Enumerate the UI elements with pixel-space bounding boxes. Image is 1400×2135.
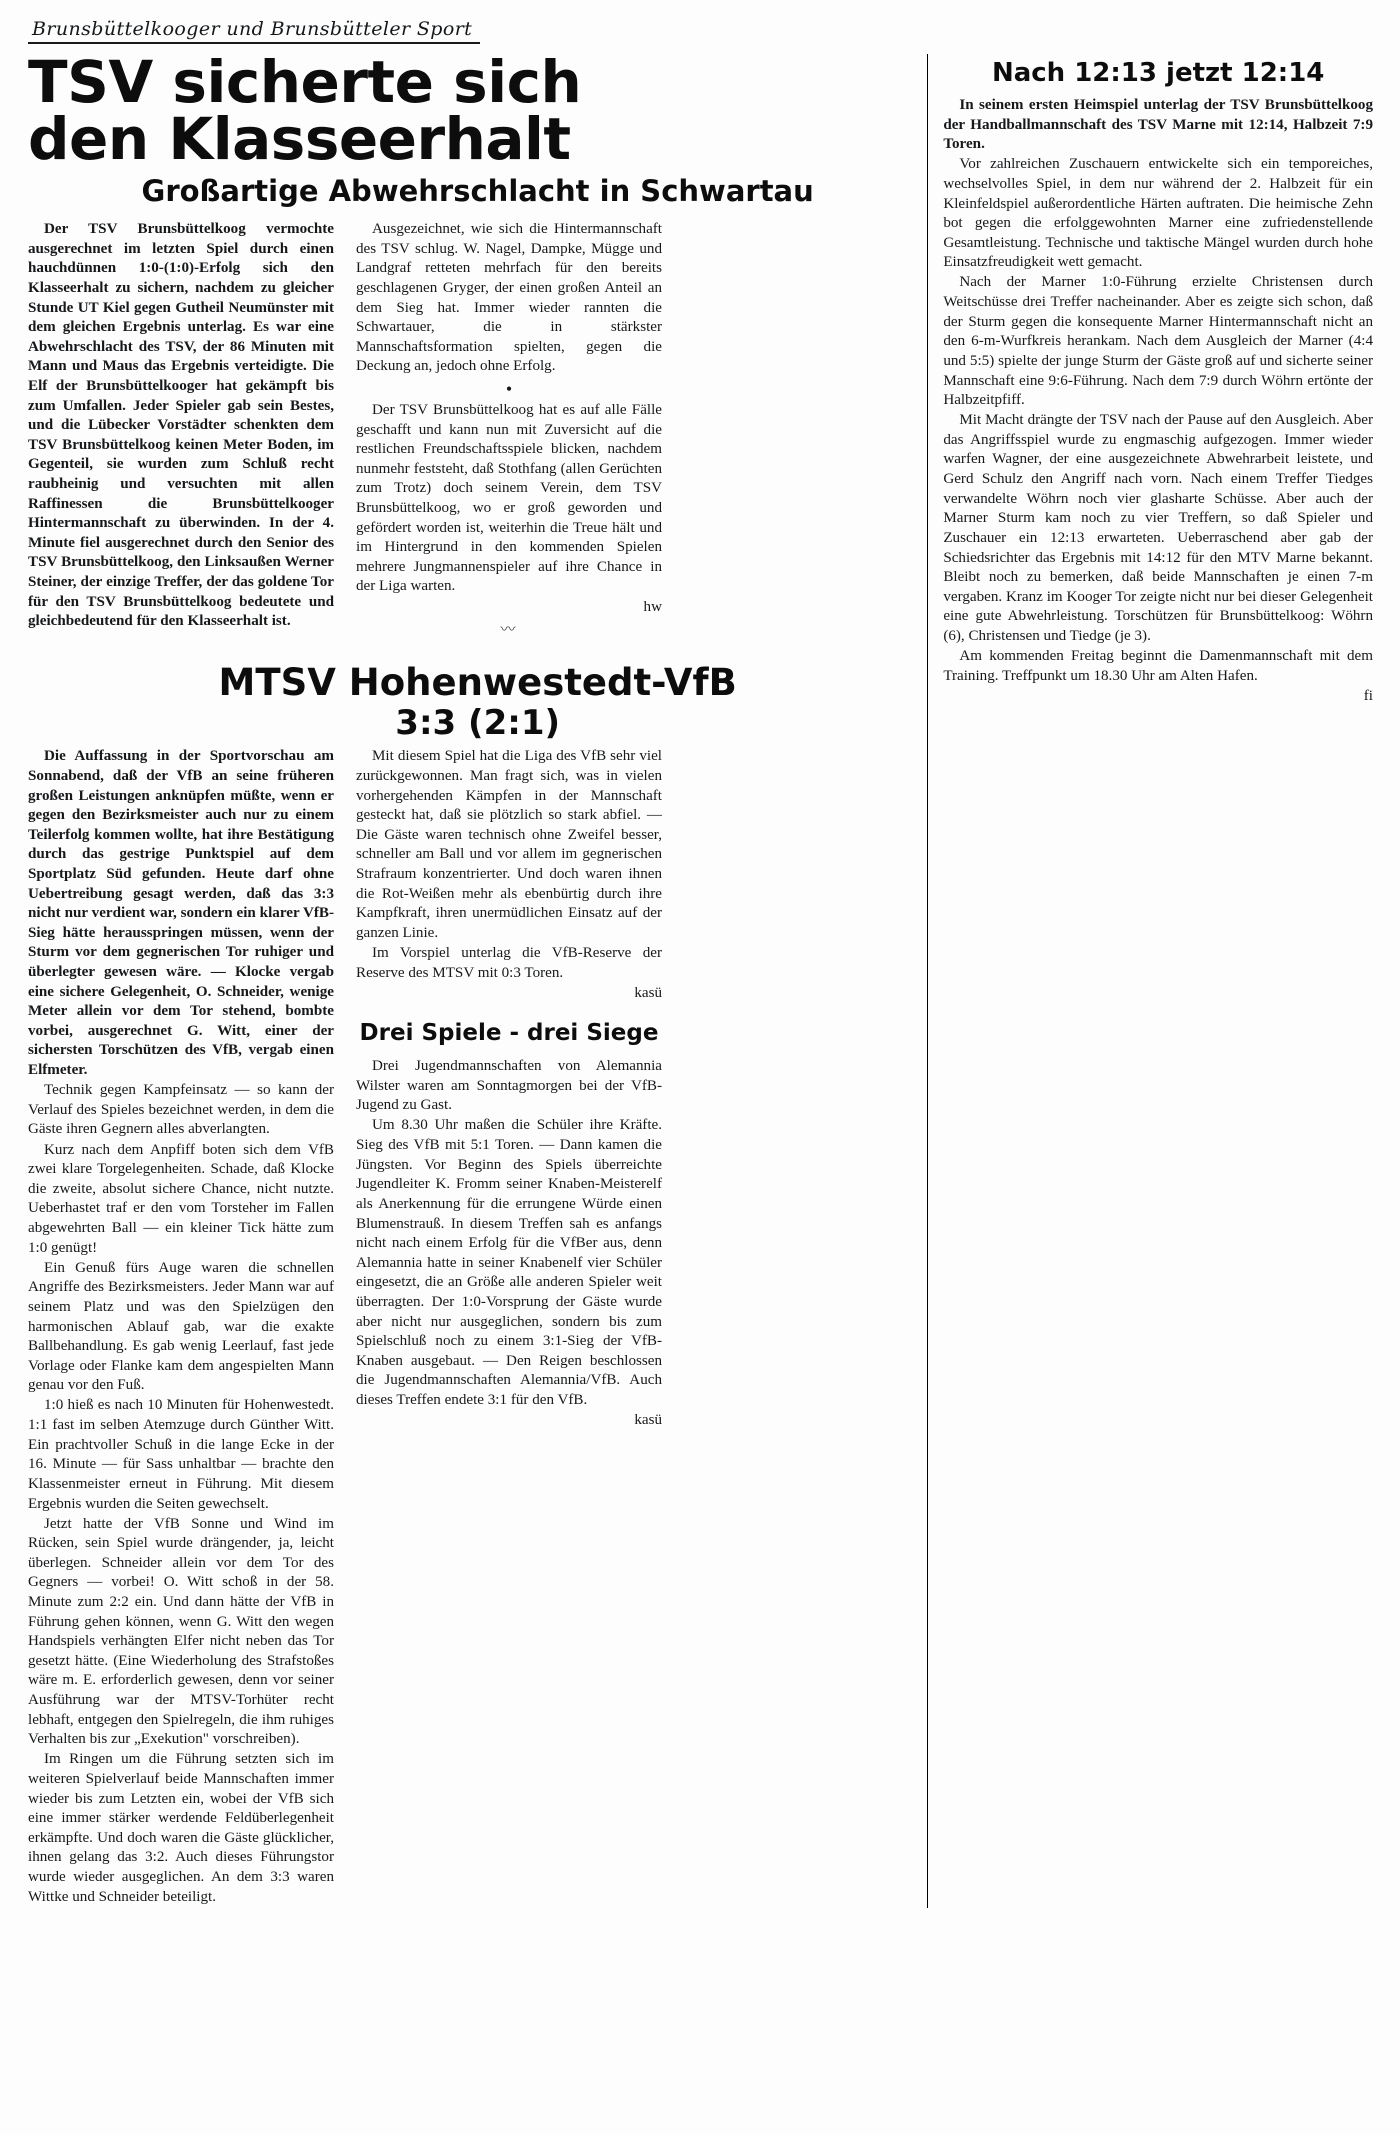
paragraph: Im Vorspiel unterlag die VfB-Reserve der Reserve des MTSV mit 0:3 Toren. [356,944,662,981]
main-headline-line2: den Klasseerhalt [28,104,571,173]
article-separator: 〰 [500,622,518,639]
main-article-col1 [28,220,334,645]
right-column [943,54,1373,1908]
handball-headline: Nach 12:13 jetzt 12:14 [991,58,1325,88]
column-divider [927,54,928,1908]
paragraph: Technik gegen Kampfeinsatz — so kann der Verlauf des Spieles bezeichnet werden, in dem die Gäste ihren Gegnern alles abverlangten. [28,1082,334,1138]
mtsv-headline-text: MTSV Hohenwestedt-VfB [218,660,737,704]
paragraph: Nach der Marner 1:0-Führung erzielte Christensen durch Weitschüsse drei Treffer nacheinander. Aber es zeigte sich schon, daß der Sturm gegen die konsequente Marner Hintermannschaft nicht an den 6-m-Wurfkreis herankam. Nach dem Ausgleich der Marner (4:4 und 5:5) spielte der junge Sturm der Gäste groß auf und sicherte seiner Mannschaft eine 9:6-Führung. Nach dem 7:9 durch Wöhrn ertönte der Halbzeitpfiff. [943,274,1373,409]
main-article-col2 [356,220,662,645]
paragraph: Der TSV Brunsbüttelkoog hat es auf alle Fälle geschafft und kann nun mit Zuversicht auf die restlichen Freundschaftsspiele blicken, nachdem nunmehr feststeht, daß Stothfang (allen Gerüchten zum Trotz) doch seinem Verein, dem TSV Brunsbüttelkoog, wo er groß geworden und gefördert worden ist, weiterhin die Treue hält und im Hintergrund in den kommenden Spielen mehrere Jungmannenspieler auf ihre Chance in der Liga warten. [356,401,662,595]
handball-article-body [943,96,1373,706]
paragraph: Ausgezeichnet, wie sich die Hintermannschaft des TSV schlug. W. Nagel, Dampke, Mügge und Landgraf retteten mehrfach für den bereits geschlagenen Gryger, der einen großen Anteil an dem Sieg hat. Immer wieder rannten die Schwartauer, die in stärkster Mannschaftsformation spielten, gegen die Deckung an, jedoch ohne Erfolg. [356,221,662,375]
paragraph: Jetzt hatte der VfB Sonne und Wind im Rücken, sein Spiel wurde drängender, ja, leicht überlegen. Schneider allein vor dem Tor des Gegners — vorbei! O. Witt schoß in der 58. Minute zum 2:2 ein. Und dann hätte der VfB in Führung gehen können, wenn G. Witt den wegen Handspiels verhängten Elfer nicht neben das Tor gesetzt hätte. (Eine Wiederholung des Strafstoßes wäre m. E. erforderlich gewesen, denn vor seiner Ausführung war der MTSV-Torhüter recht lebhaft, entgegen den Spielregeln, die ihm ruhiges Verhalten bis zur „Exekution" vorschreiben). [28,1515,334,1748]
jugend-article-signature: kasü [634,1412,662,1429]
paragraph: Ein Genuß fürs Auge waren die schnellen Angriffe des Bezirksmeisters. Jeder Mann war auf seinem Platz und was den Spielzügen den harmonischen Ablauf gab, war die exakte Ballbehandlung. Es gab wenig Leerlauf, fast jede Vorlage oder Flanke kam dem angespielten Mann genau vor den Fuß. [28,1259,334,1394]
mtsv-article-columns [28,747,927,1907]
paragraph: Der TSV Brunsbüttelkoog vermochte ausgerechnet im letzten Spiel durch einen hauchdünnen 1:0-(1:0)-Erfolg sich den Klasseerhalt zu sichern, nachdem zu gleicher Stunde UT Kiel gegen Gutheil Neumünster mit dem gleichen Ergebnis unterlag. Es war eine Abwehrschlacht des TSV, der 86 Minuten mit Mann und Maus das Ergebnis verteidigte. Die Elf der Brunsbüttelkooger hat gekämpft bis zum Umfallen. Jeder Spieler gab sein Bestes, und die Lübecker Vorstädter schenkten dem TSV Brunsbüttelkoog keinen Meter Boden, im Gegenteil, sie wurden zum Schluß recht raubheinig und versuchten mit allen Raffinessen die Brunsbüttelkooger Hintermannschaft zu überwinden. In der 4. Minute fiel ausgerechnet durch den Senior des TSV Brunsbüttelkoog, den Linksaußen Werner Steiner, der einzige Treffer, der das goldene Tor für den TSV Brunsbüttelkoog bedeutete und gleichbedeutend für den Klasseerhalt ist. [28,221,334,630]
main-headline-line1: TSV sicherte sich [28,48,582,116]
left-block [28,48,927,1908]
paragraph-separator-dot: • [505,378,513,399]
mtsv-score: 3:3 (2:1) [395,702,561,743]
masthead-title: Brunsbüttelkooger und Brunsbütteler Sport [32,18,473,40]
mtsv-article-col2 [356,747,662,1907]
main-headline [28,48,927,173]
paragraph: Drei Jugendmannschaften von Alemannia Wilster waren am Sonntagmorgen bei der VfB-Jugend zu Gast. [356,1058,662,1114]
paragraph: Mit diesem Spiel hat die Liga des VfB sehr viel zurückgewonnen. Man fragt sich, was in vielen vorhergehenden Kämpfen in der Mannschaft gesteckt hat, daß sie plötzlich so stark abfiel. — Die Gäste waren technisch ohne Zweifel besser, schneller am Ball und vor allem im gegnerischen Strafraum konzentrierter. Und doch waren ihnen die Rot-Weißen mehr als ebenbürtig durch ihre Kampfkraft, ihren unermüdlichen Einsatz auf der ganzen Linie. [356,748,662,941]
paragraph: In seinem ersten Heimspiel unterlag der TSV Brunsbüttelkoog der Handballmannschaft des TSV Marne mit 12:14, Halbzeit 7:9 Toren. [943,97,1373,153]
mtsv-article-col1 [28,747,334,1907]
scan-area [28,18,1373,1908]
mtsv-headline [28,660,927,743]
masthead-rule [28,42,480,44]
paragraph: Kurz nach dem Anpfiff boten sich dem VfB zwei klare Torgelegenheiten. Schade, daß Klocke die zweite, absolut sichere Chance, nicht nutzte. Ueberhastet traf er den vom Torsteher im Fallen abgewehrten Ball — ein kleiner Tick hätte zum 1:0 genügt! [28,1141,334,1256]
paragraph: Am kommenden Freitag beginnt die Damenmannschaft mit dem Training. Treffpunkt um 18.30 Uhr am Alten Hafen. [943,648,1373,684]
mtsv-article-signature: kasü [634,984,662,1001]
paragraph: 1:0 hieß es nach 10 Minuten für Hohenwestedt. 1:1 fast im selben Atemzuge durch Günther Witt. Ein prachtvoller Schuß in die lange Ecke in der 16. Minute — für Sass unhaltbar — brachte den Klassenmeister erneut in Führung. Mit diesem Ergebnis wurden die Seiten gewechselt. [28,1397,334,1512]
paragraph: Vor zahlreichen Zuschauern entwickelte sich ein temporeiches, wechselvolles Spiel, in dem nur während der 2. Halbzeit für ein Kleinfeldspiel außerordentliche Härten auftraten. Die heimische Zehn bot gegen die erfolggewohnten Marner eine zufriedenstellende Gesamtleistung. Technische und taktische Mängel wurden durch hohe Einsatzfreudigkeit wett gemacht. [943,156,1373,271]
paragraph: Im Ringen um die Führung setzten sich im weiteren Spielverlauf beide Mannschaften immer wieder bis zum Letzten ein, wobei der VfB sich eine immer stärker werdende Feldüberlegenheit erkämpfte. Und doch waren die Gäste glücklicher, ihnen gelang das 3:2. Auch dieses Führungstor wurde wieder ausgeglichen. An dem 3:3 waren Wittke und Schneider beteiligt. [28,1751,334,1905]
main-article-columns [28,220,927,645]
paragraph: Um 8.30 Uhr maßen die Schüler ihre Kräfte. Sieg des VfB mit 5:1 Toren. — Dann kamen die Jüngsten. Vor Beginn des Spiels überreichte Jugendleiter K. Fromm seiner Knaben-Meisterelf als Anerkennung für die errungene Würde einen Blumenstrauß. In diesem Treffen sah es anfangs nicht nach einem Erfolg für die VfBer aus, denn Alemannia hatte in seiner Knabenelf vier Schüler eingesetzt, die an Größe alle anderen Spieler weit überragten. Der 1:0-Vorsprung der Gäste wurde aber nicht nur ausgeglichen, sondern bis zum Spielschluß noch zu einem 3:1-Sieg der VfB-Knaben ausgebaut. — Den Reigen beschlossen die Jugendmannschaften Alemannia/VfB. Auch dieses Treffen endete 3:1 für den VfB. [356,1117,662,1409]
handball-article-signature: fi [1363,687,1373,704]
main-subhead: Großartige Abwehrschlacht in Schwartau [141,173,814,208]
jugend-headline: Drei Spiele - drei Siege [359,1020,659,1047]
page-grid [28,48,1373,1908]
paragraph: Mit Macht drängte der TSV nach der Pause auf den Ausgleich. Aber das Angriffsspiel wurde zu engmaschig aufgezogen. Immer wieder warfen Wagner, der eine ausgezeichnete Abwehrarbeit leistete, und Gerd Schulz den Angriff nach vorn. Nach einem Treffer Tiedges verwandelte Wöhrn noch vier glasharte Schüsse. Aber auch der Marner Sturm kam noch zu vier Treffern, so daß Spieler und Zuschauer ein 12:13 erwarteten. Ueberraschend aber gab der Schiedsrichter das Ergebnis mit 14:12 für den MTV Marne bekannt. Bleibt noch zu bemerken, daß beide Mannschaften je einen 7-m vergaben. Kranz im Kooger Tor zeigte nicht nur bei dieser Gelegenheit eine gute Abwehrleistung. Torschützen für Brunsbüttelkoog: Wöhrn (6), Christensen und Tiedge (je 3). [943,412,1373,644]
paragraph: Die Auffassung in der Sportvorschau am Sonnabend, daß der VfB an seine früheren großen Leistungen anknüpfen müßte, wenn er gegen den Bezirksmeister auch nur zu einem Teilerfolg kommen wollte, hat ihre Bestätigung durch das gestrige Punktspiel auf dem Sportplatz Süd gefunden. Heute darf ohne Uebertreibung gesagt werden, daß das 3:3 nicht nur verdient war, sondern ein klarer VfB-Sieg hätte herausspringen müssen, wenn der Sturm vor dem gegnerischen Tor ruhiger und überlegter gewesen wäre. — Klocke vergab eine sichere Gelegenheit, O. Schneider, wenige Meter allein vor dem Tor stehend, bombte vorbei, ausgerechnet G. Witt, einer der sichersten Torschützen des VfB, vergab einen Elfmeter. [28,748,334,1079]
main-article-signature: hw [643,598,662,615]
